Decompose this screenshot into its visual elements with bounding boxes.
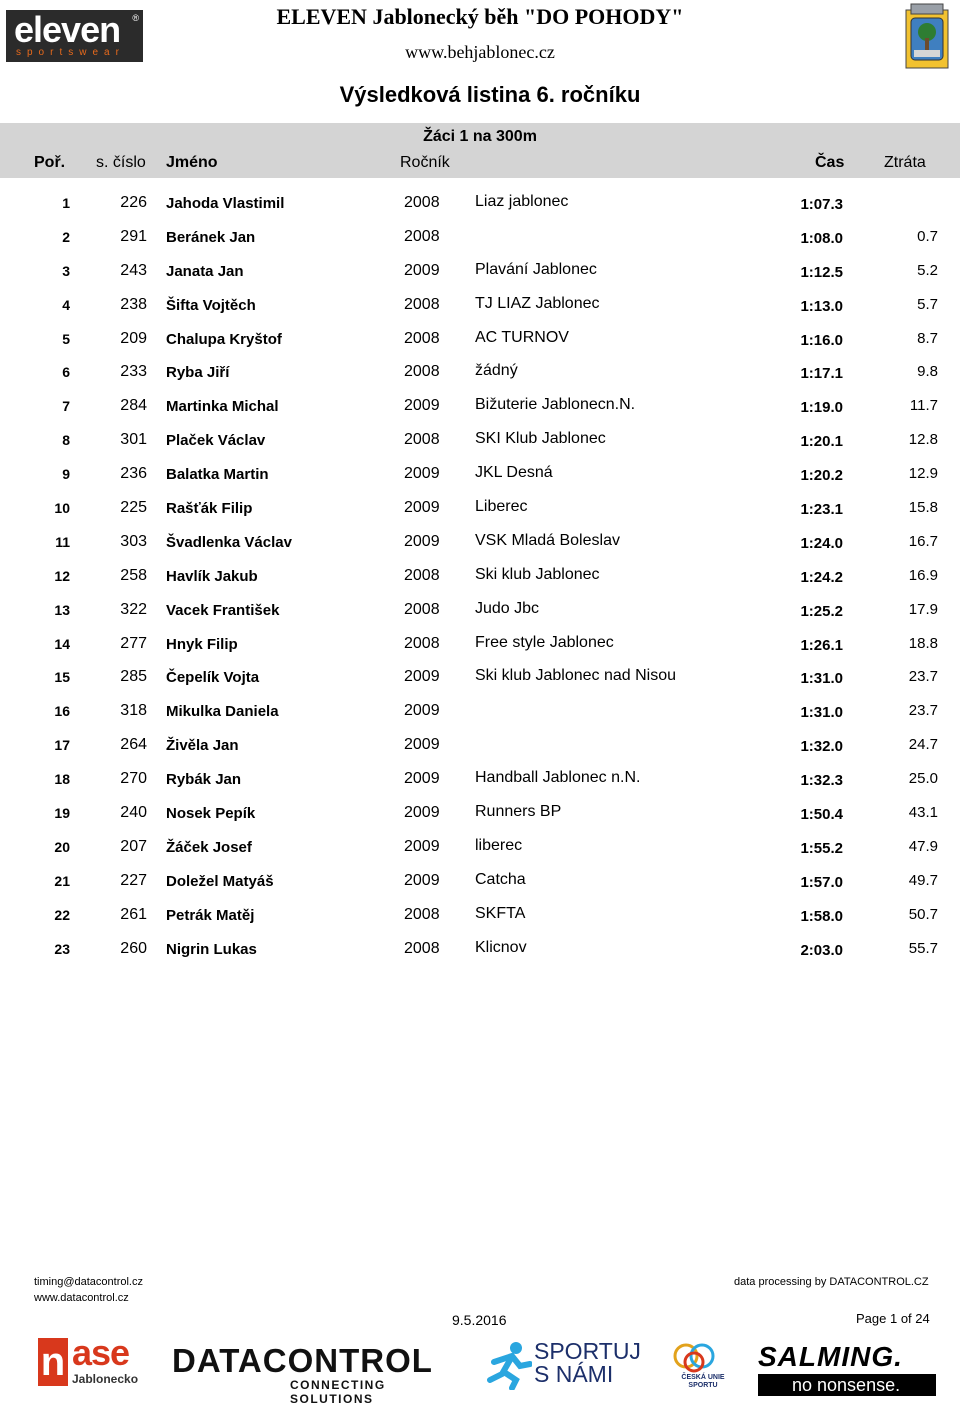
result-club: SKI Klub Jablonec bbox=[475, 430, 606, 448]
cus-logo bbox=[664, 1340, 728, 1392]
result-name: Hnyk Filip bbox=[166, 635, 238, 653]
result-club: Runners BP bbox=[475, 803, 562, 821]
result-position: 6 bbox=[62, 364, 70, 381]
result-bib-number: 270 bbox=[120, 770, 147, 788]
result-name: Plaček Václav bbox=[166, 432, 266, 450]
result-position: 2 bbox=[62, 228, 70, 245]
table-row bbox=[0, 830, 960, 864]
result-gap: 5.2 bbox=[917, 261, 938, 279]
footer-date: 9.5.2016 bbox=[452, 1312, 507, 1328]
result-gap: 23.7 bbox=[908, 702, 938, 720]
result-time: 1:08.0 bbox=[800, 229, 843, 247]
result-bib-number: 322 bbox=[120, 600, 147, 618]
result-name: Janata Jan bbox=[166, 262, 244, 280]
result-name: Martinka Michal bbox=[166, 398, 279, 416]
result-bib-number: 243 bbox=[120, 261, 147, 279]
table-row bbox=[0, 254, 960, 288]
result-bib-number: 264 bbox=[120, 736, 147, 754]
results-title: Výsledková listina 6. ročníku bbox=[339, 82, 641, 107]
salming-logo bbox=[758, 1342, 936, 1394]
table-row bbox=[0, 898, 960, 932]
result-gap: 11.7 bbox=[909, 397, 938, 415]
result-gap: 9.8 bbox=[917, 363, 938, 381]
result-club: Handball Jablonec n.N. bbox=[475, 769, 641, 787]
result-bib-number: 233 bbox=[120, 363, 147, 381]
eleven-logo-tagline: sportswear bbox=[16, 47, 125, 58]
result-position: 20 bbox=[54, 838, 70, 855]
result-gap: 0.7 bbox=[917, 227, 938, 245]
result-bib-number: 260 bbox=[120, 939, 147, 957]
table-row bbox=[0, 864, 960, 898]
result-gap: 17.9 bbox=[908, 600, 938, 618]
result-gap: 25.0 bbox=[908, 770, 938, 788]
result-club: Liberec bbox=[475, 498, 528, 516]
results-table bbox=[0, 186, 960, 965]
event-website: www.behjablonec.cz bbox=[405, 42, 555, 62]
result-name: Živěla Jan bbox=[166, 737, 239, 755]
result-bib-number: 285 bbox=[120, 668, 147, 686]
result-bib-number: 240 bbox=[120, 804, 147, 822]
registered-mark: ® bbox=[132, 13, 139, 23]
result-year: 2009 bbox=[404, 668, 440, 686]
cus-text: ČESKÁ UNIE SPORTU bbox=[681, 1374, 725, 1389]
table-row bbox=[0, 660, 960, 694]
table-row bbox=[0, 220, 960, 254]
result-time: 1:16.0 bbox=[800, 331, 843, 349]
result-bib-number: 318 bbox=[120, 702, 147, 720]
sportuj-text: SPORTUJ S NÁMI bbox=[534, 1338, 641, 1387]
nase-logo-city: Jablonecko bbox=[72, 1372, 139, 1386]
result-name: Čepelík Vojta bbox=[166, 669, 260, 687]
result-time: 1:17.1 bbox=[800, 365, 843, 383]
result-bib-number: 303 bbox=[120, 532, 147, 550]
result-time: 1:24.0 bbox=[800, 534, 843, 552]
result-position: 9 bbox=[62, 466, 70, 483]
result-club: žádný bbox=[475, 362, 518, 380]
result-gap: 16.7 bbox=[908, 532, 938, 550]
result-time: 1:24.2 bbox=[800, 568, 843, 586]
result-time: 1:23.1 bbox=[800, 501, 843, 519]
table-row bbox=[0, 559, 960, 593]
result-gap: 23.7 bbox=[908, 668, 938, 686]
result-time: 1:26.1 bbox=[800, 636, 843, 654]
result-year: 2009 bbox=[404, 770, 440, 788]
result-name: Chalupa Kryštof bbox=[166, 330, 282, 348]
result-time: 1:19.0 bbox=[800, 399, 843, 417]
result-position: 11 bbox=[55, 533, 70, 550]
result-year: 2008 bbox=[404, 227, 440, 245]
result-year: 2008 bbox=[404, 295, 440, 313]
result-year: 2009 bbox=[404, 261, 440, 279]
result-year: 2009 bbox=[404, 499, 440, 517]
result-year: 2009 bbox=[404, 397, 440, 415]
result-club: Ski klub Jablonec bbox=[475, 565, 600, 583]
result-time: 1:32.3 bbox=[800, 772, 843, 790]
result-gap: 49.7 bbox=[908, 871, 938, 889]
result-position: 1 bbox=[62, 195, 70, 211]
result-bib-number: 238 bbox=[120, 295, 147, 313]
result-year: 2008 bbox=[404, 566, 440, 584]
result-position: 4 bbox=[62, 296, 70, 313]
result-year: 2009 bbox=[404, 871, 440, 889]
result-bib-number: 291 bbox=[120, 227, 147, 245]
result-position: 5 bbox=[62, 330, 70, 347]
footer-page: Page 1 of 24 bbox=[856, 1311, 930, 1326]
sportuj-s-nami-logo bbox=[486, 1340, 646, 1390]
result-time: 1:20.2 bbox=[800, 467, 843, 485]
footer-web: www.datacontrol.cz bbox=[34, 1292, 129, 1304]
result-position: 13 bbox=[54, 601, 70, 618]
footer-email: timing@datacontrol.cz bbox=[34, 1276, 143, 1288]
result-name: Nosek Pepík bbox=[166, 805, 256, 823]
result-gap: 12.8 bbox=[908, 431, 938, 449]
result-gap: 15.8 bbox=[908, 499, 938, 517]
result-name: Havlík Jakub bbox=[166, 567, 258, 585]
footer-processing: data processing by DATACONTROL.CZ bbox=[734, 1276, 929, 1288]
event-title: ELEVEN Jablonecký běh "DO POHODY" bbox=[276, 4, 684, 29]
sponsor-bar bbox=[0, 1332, 960, 1406]
result-position: 14 bbox=[54, 635, 70, 652]
result-gap: 47.9 bbox=[908, 837, 938, 855]
table-row bbox=[0, 762, 960, 796]
result-name: Doležel Matyáš bbox=[166, 872, 274, 890]
result-time: 1:55.2 bbox=[800, 839, 843, 857]
result-time: 1:50.4 bbox=[800, 806, 843, 824]
nase-logo-ase: ase bbox=[72, 1332, 130, 1373]
result-gap: 18.8 bbox=[908, 634, 938, 652]
result-year: 2009 bbox=[404, 532, 440, 550]
result-position: 22 bbox=[54, 906, 70, 923]
col-header-num: s. číslo bbox=[96, 154, 146, 171]
result-name: Mikulka Daniela bbox=[166, 703, 279, 721]
result-year: 2009 bbox=[404, 837, 440, 855]
result-club: Liaz jablonec bbox=[475, 193, 569, 210]
result-bib-number: 236 bbox=[120, 465, 147, 483]
result-bib-number: 227 bbox=[120, 871, 147, 889]
runner-icon bbox=[486, 1340, 532, 1390]
salming-wordmark: SALMING. bbox=[758, 1341, 903, 1372]
result-name: Žáček Josef bbox=[166, 838, 252, 856]
result-club: Plavání Jablonec bbox=[475, 260, 597, 278]
result-gap: 5.7 bbox=[917, 295, 938, 313]
table-row bbox=[0, 932, 960, 966]
result-gap: 55.7 bbox=[908, 939, 938, 957]
result-position: 21 bbox=[54, 872, 70, 889]
result-time: 1:32.0 bbox=[800, 738, 843, 756]
result-gap: 50.7 bbox=[908, 905, 938, 923]
cus-rings-icon bbox=[664, 1340, 728, 1374]
result-year: 2008 bbox=[404, 363, 440, 381]
col-header-time: Čas bbox=[815, 154, 845, 171]
table-row bbox=[0, 288, 960, 322]
result-club: JKL Desná bbox=[475, 464, 553, 482]
datacontrol-tagline: CONNECTING SOLUTIONS bbox=[290, 1378, 386, 1406]
result-name: Jahoda Vlastimil bbox=[166, 195, 285, 212]
result-position: 8 bbox=[62, 432, 70, 449]
result-name: Švadlenka Václav bbox=[166, 533, 292, 551]
result-gap: 24.7 bbox=[908, 736, 938, 754]
result-club: Klicnov bbox=[475, 938, 527, 956]
result-name: Rybák Jan bbox=[166, 771, 242, 789]
result-position: 3 bbox=[62, 262, 70, 279]
result-bib-number: 301 bbox=[120, 431, 147, 449]
table-row bbox=[0, 389, 960, 423]
salming-tagline: no nonsense. bbox=[758, 1374, 936, 1396]
result-position: 10 bbox=[54, 500, 70, 517]
col-header-year: Ročník bbox=[400, 154, 450, 171]
result-year: 2008 bbox=[404, 194, 440, 211]
table-row bbox=[0, 593, 960, 627]
table-header bbox=[0, 123, 960, 178]
table-row bbox=[0, 186, 960, 220]
city-crest-icon bbox=[902, 2, 952, 72]
result-gap: 16.9 bbox=[908, 566, 938, 584]
result-year: 2008 bbox=[404, 329, 440, 347]
result-position: 19 bbox=[54, 805, 70, 822]
table-row bbox=[0, 322, 960, 356]
table-row bbox=[0, 423, 960, 457]
result-club: SKFTA bbox=[475, 904, 526, 922]
result-position: 7 bbox=[62, 398, 70, 415]
result-position: 17 bbox=[54, 737, 70, 754]
result-club: TJ LIAZ Jablonec bbox=[475, 294, 600, 312]
result-name: Beránek Jan bbox=[166, 228, 256, 246]
result-name: Ryba Jiří bbox=[166, 364, 230, 382]
table-row bbox=[0, 491, 960, 525]
datacontrol-wordmark: DATACONTROL bbox=[172, 1342, 433, 1379]
result-time: 1:20.1 bbox=[800, 433, 843, 451]
result-year: 2008 bbox=[404, 634, 440, 652]
result-club: liberec bbox=[475, 836, 523, 854]
eleven-logo-wordmark: eleven bbox=[14, 9, 121, 50]
table-row bbox=[0, 728, 960, 762]
result-name: Petrák Matěj bbox=[166, 906, 255, 924]
result-time: 1:57.0 bbox=[800, 873, 843, 891]
result-position: 23 bbox=[54, 940, 70, 957]
result-gap: 12.9 bbox=[908, 465, 938, 483]
result-bib-number: 261 bbox=[120, 905, 147, 923]
result-time: 2:03.0 bbox=[800, 941, 843, 959]
table-row bbox=[0, 457, 960, 491]
result-time: 1:13.0 bbox=[800, 297, 843, 315]
result-year: 2009 bbox=[404, 736, 440, 754]
result-club: VSK Mladá Boleslav bbox=[475, 531, 620, 549]
result-club: Free style Jablonec bbox=[475, 633, 614, 651]
result-bib-number: 284 bbox=[120, 397, 147, 415]
table-row bbox=[0, 525, 960, 559]
result-club: Bižuterie Jablonecn.N. bbox=[475, 396, 636, 414]
table-row bbox=[0, 694, 960, 728]
result-name: Nigrin Lukas bbox=[166, 940, 257, 958]
table-row bbox=[0, 796, 960, 830]
result-bib-number: 209 bbox=[120, 329, 147, 347]
result-position: 12 bbox=[54, 567, 70, 584]
result-name: Vacek František bbox=[166, 601, 280, 619]
result-year: 2008 bbox=[404, 939, 440, 957]
nase-logo-n: n bbox=[38, 1338, 68, 1386]
result-year: 2008 bbox=[404, 600, 440, 618]
result-club: Catcha bbox=[475, 870, 526, 888]
result-time: 1:31.0 bbox=[800, 670, 843, 688]
result-time: 1:12.5 bbox=[800, 263, 843, 281]
result-position: 15 bbox=[54, 669, 70, 686]
result-name: Rašťák Filip bbox=[166, 500, 253, 518]
category-title: Žáci 1 na 300m bbox=[423, 128, 537, 145]
result-time: 1:58.0 bbox=[800, 907, 843, 925]
result-position: 18 bbox=[54, 771, 70, 788]
result-time: 1:31.0 bbox=[800, 704, 843, 722]
col-header-loss: Ztráta bbox=[884, 154, 926, 171]
datacontrol-logo bbox=[172, 1342, 460, 1406]
col-header-name: Jméno bbox=[166, 154, 218, 171]
result-bib-number: 226 bbox=[120, 194, 147, 211]
result-club: Judo Jbc bbox=[475, 599, 540, 617]
result-year: 2009 bbox=[404, 465, 440, 483]
col-header-pos: Poř. bbox=[34, 154, 66, 171]
result-year: 2008 bbox=[404, 431, 440, 449]
result-bib-number: 258 bbox=[120, 566, 147, 584]
result-time: 1:25.2 bbox=[800, 602, 843, 620]
table-row bbox=[0, 355, 960, 389]
result-gap: 43.1 bbox=[908, 804, 938, 822]
result-year: 2009 bbox=[404, 804, 440, 822]
result-position: 16 bbox=[54, 703, 70, 720]
table-row bbox=[0, 627, 960, 661]
result-gap: 8.7 bbox=[917, 329, 938, 347]
result-club: Ski klub Jablonec nad Nisou bbox=[475, 667, 677, 685]
result-year: 2009 bbox=[404, 702, 440, 720]
result-bib-number: 277 bbox=[120, 634, 147, 652]
result-year: 2008 bbox=[404, 905, 440, 923]
nase-jablonecko-logo bbox=[38, 1332, 152, 1392]
result-name: Balatka Martin bbox=[166, 466, 269, 484]
result-name: Šifta Vojtěch bbox=[166, 296, 256, 314]
result-bib-number: 207 bbox=[120, 837, 147, 855]
result-time: 1:07.3 bbox=[800, 196, 843, 213]
result-club: AC TURNOV bbox=[475, 328, 569, 346]
result-bib-number: 225 bbox=[120, 499, 147, 517]
